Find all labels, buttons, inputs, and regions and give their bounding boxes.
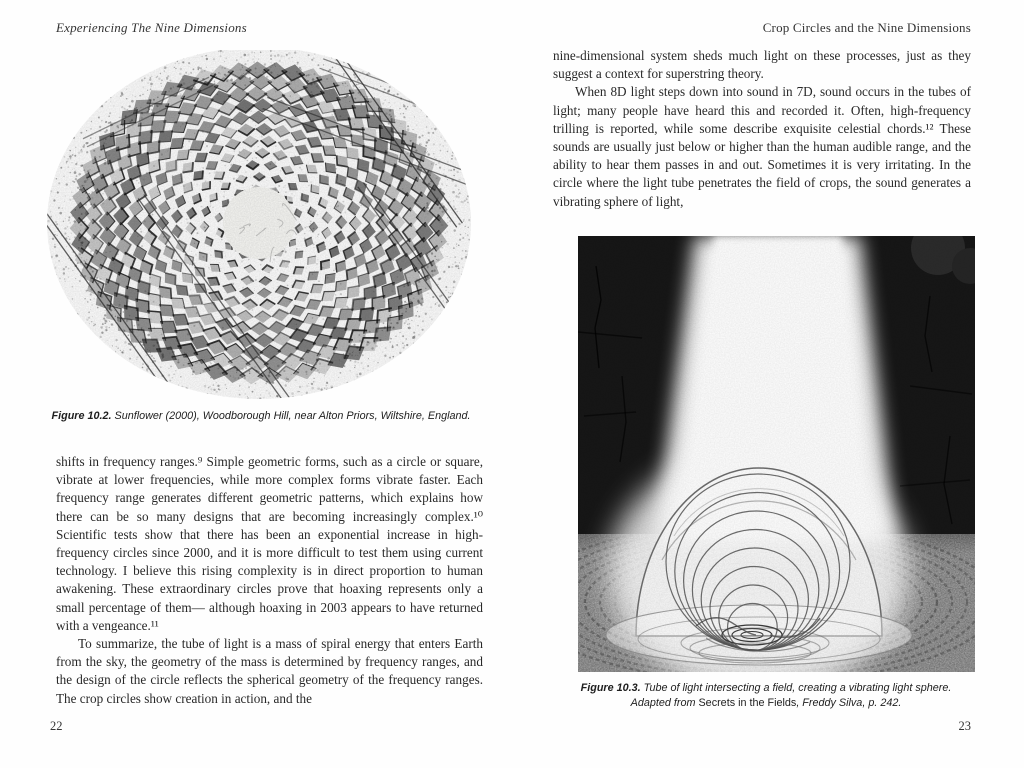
sunflower-crop-circle-figure-image	[38, 50, 485, 402]
figure-10-3-caption	[556, 681, 976, 711]
right-page-number: 23	[958, 719, 971, 733]
left-page-number: 22	[50, 719, 63, 733]
figure-10-3-caption-book-title: Secrets in the Fields	[698, 697, 797, 709]
left-running-header: Experiencing The Nine Dimensions	[56, 20, 247, 35]
left-page-body-text	[56, 453, 483, 708]
figure-10-3-caption-line2-suffix: , Freddy Silva, p. 242.	[796, 697, 902, 709]
right-paragraph-2: When 8D light steps down into sound in 7D, sound occurs in the tubes of light; many people have heard this and recorded it. Often, high-frequency trilling is reported, while some describe exquisite celestial chords.¹² These sounds are usually just below or higher than the human audible range, and the ability to hear them passes in and out. Sometimes it is very irritating. In the circle where the light tube penetrates the field of crops, the sound generates a vibrating sphere of light,	[553, 84, 971, 209]
tube-of-light-figure-image	[578, 236, 975, 672]
left-paragraph-2: To summarize, the tube of light is a mass of spiral energy that enters Earth from the sky, the geometry of the mass is determined by frequency ranges, and the design of the circle reflects the spherical geometry of the frequency ranges. The crop circles show creation in action, and the	[56, 636, 483, 706]
right-page-body-text	[553, 47, 971, 211]
right-running-header: Crop Circles and the Nine Dimensions	[762, 20, 971, 35]
figure-10-3-label: Figure 10.3.	[580, 682, 641, 694]
left-paragraph-1: shifts in frequency ranges.⁹ Simple geometric forms, such as a circle or square, vibrate at lower frequencies, while more complex forms vibrate faster. Each frequency range generates different geometric patterns, which explains how there can be so many designs that are becoming increasingly complex.¹⁰ Scientific tests show that there has been an exponential increase in high-frequency circles since 2000, and it is more difficult to test them using current technology. I believe this rising complexity is in direct proportion to human awakening. These extraordinary circles prove that hoaxing represents only a small percentage of them— although hoaxing in 2003 appears to have returned with a vengeance.¹¹	[56, 454, 483, 633]
figure-10-3-caption-line1: Tube of light intersecting a field, creating a vibrating light sphere.	[640, 682, 952, 694]
figure-10-2-caption	[46, 409, 476, 424]
figure-10-2-label: Figure 10.2.	[51, 410, 112, 422]
figure-10-2-caption-text: Sunflower (2000), Woodborough Hill, near Alton Priors, Wiltshire, England.	[111, 410, 471, 422]
figure-10-3-caption-line2-prefix: Adapted from	[630, 697, 699, 709]
right-paragraph-1: nine-dimensional system sheds much light on these processes, just as they suggest a context for superstring theory.	[553, 48, 971, 82]
